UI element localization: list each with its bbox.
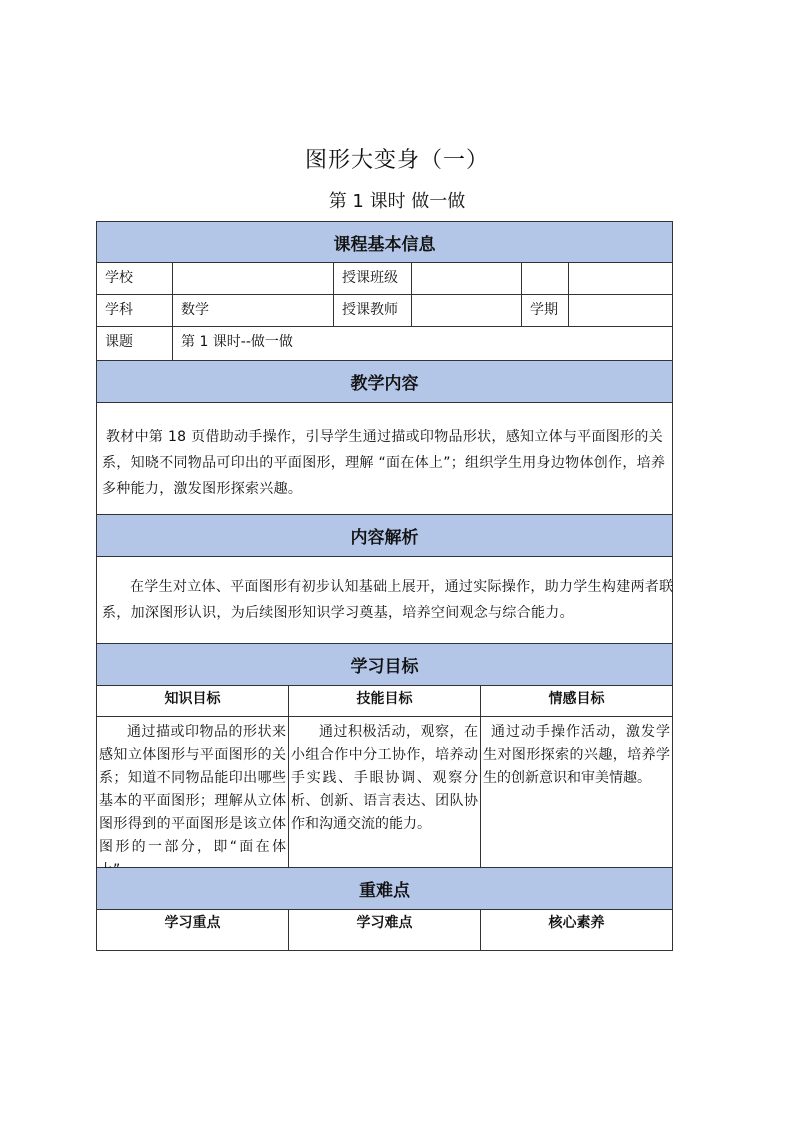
section-header-goals: 学习目标	[97, 644, 672, 686]
keypoints-column-headers	[97, 910, 672, 950]
teacher-value	[412, 295, 522, 326]
keypoint-literacy-title: 核心素养	[548, 915, 605, 931]
goal-emotion-text: 通过动手操作活动，激发学生对图形探索的兴趣，培养学生的创新意识和审美情趣。	[483, 724, 670, 786]
topic-label: 课题	[97, 327, 173, 360]
section-header-analysis: 内容解析	[97, 515, 672, 557]
section-header-basic-info: 课程基本信息	[97, 222, 672, 263]
info-row-school	[97, 263, 672, 295]
info-row-subject	[97, 295, 672, 327]
term-value	[569, 295, 672, 326]
topic-value: 第 1 课时--做一做	[181, 334, 293, 350]
content-text: 教材中第 18 页借助动手操作，引导学生通过描或印物品形状，感知立体与平面图形的关系，知晓不同物品可印出的平面图形，理解 “面在体上”；组织学生用身边物体创作，培养多种能力，激发图形探索兴趣。	[102, 429, 666, 497]
goal-skill-title: 技能目标	[289, 686, 481, 716]
extra-label	[522, 263, 569, 294]
goal-knowledge-title: 知识目标	[97, 686, 289, 716]
keypoint-difficulty-title: 学习难点	[289, 910, 481, 950]
school-value	[173, 263, 334, 294]
document-title: 图形大变身（一）	[304, 148, 489, 173]
school-label: 学校	[97, 263, 173, 294]
goals-column-headers	[97, 686, 672, 717]
term-label: 学期	[522, 295, 569, 326]
goal-skill-text: 通过积极活动，观察，在小组合作中分工协作，培养动手实践、手眼协调、观察分析、创新、语言表达、团队协作和沟通交流的能力。	[289, 717, 481, 867]
analysis-text: 在学生对立体、平面图形有初步认知基础上展开，通过实际操作，助力学生构建两者联系，加深图形认识，为后续图形知识学习奠基，培养空间观念与综合能力。	[102, 579, 674, 621]
keypoint-focus-title: 学习重点	[97, 910, 289, 950]
info-row-topic	[97, 327, 672, 361]
document-subtitle: 第 1 课时 做一做	[328, 191, 466, 212]
teacher-label: 授课教师	[334, 295, 412, 326]
class-label: 授课班级	[334, 263, 412, 294]
section-header-content: 教学内容	[97, 361, 672, 403]
section-header-keypoints: 重难点	[97, 868, 672, 910]
class-value	[412, 263, 522, 294]
goal-knowledge-text: 通过描或印物品的形状来感知立体图形与平面图形的关系；知道不同物品能印出哪些基本的平面图形；理解从立体图形得到的平面图形是该立体图形的一部分，即“面在体	[97, 717, 289, 867]
content-section	[97, 403, 672, 515]
subject-value: 数学	[173, 295, 334, 326]
extra-value	[569, 263, 672, 294]
analysis-section	[97, 557, 672, 644]
goal-emotion-title: 情感目标	[548, 691, 605, 707]
subject-label: 学科	[97, 295, 173, 326]
goals-content-row	[97, 717, 672, 868]
lesson-plan-table	[96, 221, 673, 951]
